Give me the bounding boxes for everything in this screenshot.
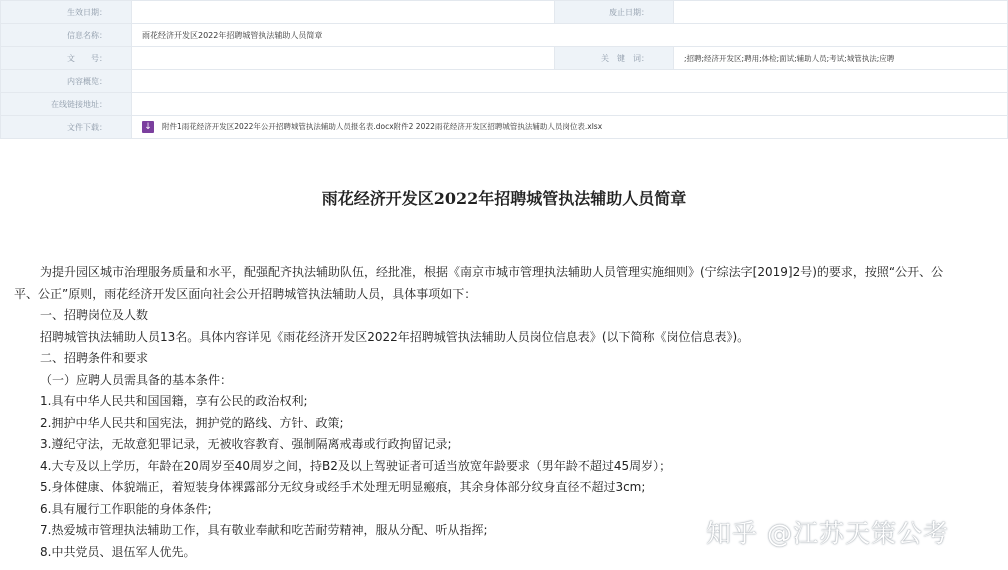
file-download-label: 文件下载： <box>1 116 132 139</box>
effective-date-label: 生效日期： <box>1 1 132 24</box>
section-heading-requirements: 二、招聘条件和要求 <box>40 351 149 365</box>
subheading-basic-conditions: （一）应聘人员需具备的基本条件： <box>40 372 233 387</box>
online-link-label: 在线链接地址： <box>1 93 132 116</box>
download-icon[interactable]: ↓ <box>142 121 154 133</box>
positions-paragraph: 招聘城管执法辅助人员13名。具体内容详见《雨花经济开发区2022年招聘城管执法辅助人员岗位信息表》(以下简称《岗位信息表》)。 <box>40 329 750 344</box>
file-download-cell <box>132 116 1008 139</box>
condition-item: 7.热爱城市管理执法辅助工作，具有敬业奉献和吃苦耐劳精神，服从分配、听从指挥; <box>40 523 488 537</box>
repeal-date-label: 废止日期： <box>555 1 674 24</box>
condition-item: 5.身体健康、体貌端正，着短装身体裸露部分无纹身或经手术处理无明显瘢痕，其余身体部分纹身直径不超过3cm; <box>40 480 646 494</box>
summary-label: 内容概览： <box>1 70 132 93</box>
section-heading-positions: 一、招聘岗位及人数 <box>40 308 149 322</box>
info-name-value: 雨花经济开发区2022年招聘城管执法辅助人员简章 <box>132 24 1008 47</box>
condition-item: 6.具有履行工作职能的身体条件; <box>40 501 212 516</box>
online-link-value <box>132 93 1008 116</box>
condition-item: 8.中共党员、退伍军人优先。 <box>40 544 196 559</box>
document-metadata-table <box>0 0 1008 139</box>
keywords-value: ;招聘;经济开发区;聘用;体检;面试;辅助人员;考试;城管执法;应聘 <box>674 47 1008 70</box>
doc-number-label: 文 号： <box>1 47 132 70</box>
doc-number-value <box>132 47 555 70</box>
intro-paragraph-line2: 平、公正”原则，雨花经济开发区面向社会公开招聘城管执法辅助人员，具体事项如下： <box>14 286 477 301</box>
condition-item: 4.大专及以上学历，年龄在20周岁至40周岁之间，持B2及以上驾驶证者可适当放宽年龄要求（男年龄不超过45周岁）； <box>40 458 672 473</box>
condition-item: 2.拥护中华人民共和国宪法，拥护党的路线、方针、政策; <box>40 415 344 430</box>
keywords-label: 关 键 词： <box>555 47 674 70</box>
summary-value <box>132 70 1008 93</box>
attachment-links[interactable]: 附件1雨花经济开发区2022年公开招聘城管执法辅助人员报名表.docx附件2 2022雨花经济开发区招聘城管执法辅助人员岗位表.xlsx <box>162 122 603 131</box>
intro-paragraph-line1: 为提升园区城市治理服务质量和水平，配强配齐执法辅助队伍，经批准，根据《南京市城市管理执法辅助人员管理实施细则》(宁综法字[2019]2号)的要求，按照“公开、公 <box>40 265 944 279</box>
info-name-label: 信息名称： <box>1 24 132 47</box>
condition-item: 3.遵纪守法，无故意犯罪记录，无被收容教育、强制隔离戒毒或行政拘留记录; <box>40 437 452 451</box>
condition-item: 1.具有中华人民共和国国籍，享有公民的政治权利; <box>40 394 308 408</box>
effective-date-value <box>132 1 555 24</box>
repeal-date-value <box>674 1 1008 24</box>
zhihu-watermark: 知乎 @江苏天策公考 <box>706 519 949 548</box>
document-title: 雨花经济开发区2022年招聘城管执法辅助人员简章 <box>321 189 687 208</box>
